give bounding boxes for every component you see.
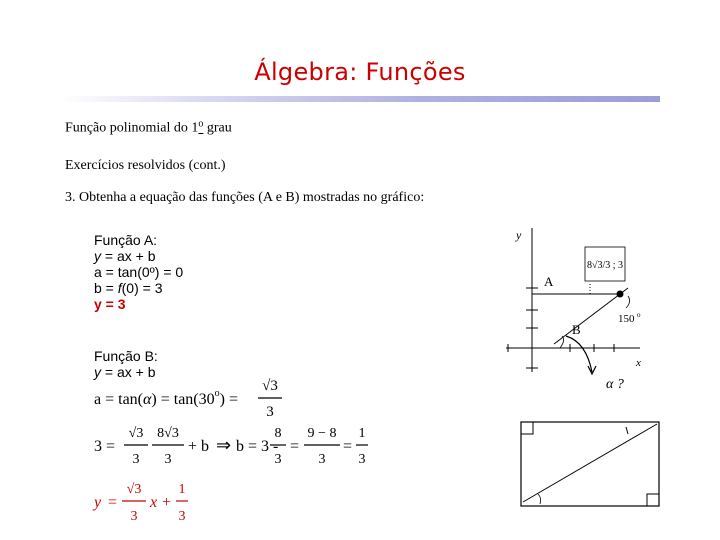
page-title: Álgebra: Funções bbox=[254, 58, 466, 86]
svg-text:=: = bbox=[343, 438, 353, 455]
svg-text:3: 3 bbox=[132, 452, 140, 467]
svg-text:3 =: 3 = bbox=[94, 438, 116, 455]
label-b: B bbox=[572, 322, 581, 337]
subject-prefix: Função polinomial do 1 bbox=[65, 120, 199, 136]
function-b-general: y = ax + b bbox=[94, 364, 156, 380]
svg-text:b = 3 -: b = 3 - bbox=[236, 438, 279, 455]
function-a-slope: a = tan(0º) = 0 bbox=[94, 264, 184, 280]
implies-arrow: ⇒ bbox=[216, 435, 232, 455]
section-title: Exercícios resolvidos (cont.) bbox=[65, 158, 226, 173]
right-angle-bottom-right bbox=[647, 494, 659, 506]
svg-text:3: 3 bbox=[274, 452, 282, 467]
intersection-point bbox=[617, 291, 624, 298]
svg-text:√3: √3 bbox=[126, 482, 142, 497]
svg-text:3: 3 bbox=[266, 404, 274, 420]
function-graph bbox=[500, 224, 660, 394]
rectangle-diagram bbox=[516, 416, 668, 510]
y-axis-label: y bbox=[516, 228, 522, 242]
equation-intercept-b bbox=[90, 420, 370, 472]
svg-text:x: x bbox=[150, 494, 158, 511]
alpha-question: α ? bbox=[606, 377, 624, 392]
function-a-result: y = 3 bbox=[94, 296, 126, 312]
angle-label: 150 bbox=[618, 313, 635, 325]
function-a-intercept: b = f(0) = 3 bbox=[94, 280, 163, 296]
svg-text:3: 3 bbox=[358, 452, 366, 467]
title-underline-bar bbox=[60, 96, 660, 102]
subject-suffix: grau bbox=[203, 120, 232, 136]
angle-tick-top-right bbox=[626, 427, 628, 434]
rectangle-diagonal bbox=[523, 424, 657, 502]
svg-text:o: o bbox=[637, 311, 641, 319]
right-angle-top-left bbox=[521, 422, 533, 434]
svg-text:+: + bbox=[162, 494, 172, 511]
eq2-num-1: √3 bbox=[128, 426, 144, 441]
svg-text:8: 8 bbox=[274, 426, 282, 441]
function-a-heading: Função A: bbox=[94, 232, 158, 248]
equation-result-b bbox=[90, 478, 200, 528]
svg-text:1: 1 bbox=[358, 426, 366, 441]
angle-arc-bottom-left bbox=[538, 494, 541, 504]
svg-text:+ b: + b bbox=[188, 438, 210, 455]
svg-text:=: = bbox=[290, 438, 300, 455]
x-axis-label: x bbox=[636, 357, 641, 369]
subject-line bbox=[65, 118, 232, 137]
function-b-heading: Função B: bbox=[94, 348, 158, 364]
equation-slope-b bbox=[90, 374, 290, 424]
function-a-block bbox=[94, 232, 183, 312]
function-a-general: y = ax + b bbox=[94, 248, 156, 264]
svg-text:a = tan(α) = tan(30o) =: $a = \tan(\alpha) = \tan(30^o)$ = bbox=[94, 388, 238, 408]
svg-text:3: 3 bbox=[130, 509, 138, 524]
svg-text:=: = bbox=[108, 494, 118, 511]
point-label: 8√3/3 ; 3 bbox=[586, 260, 624, 271]
svg-text:1: 1 bbox=[178, 482, 186, 497]
svg-text:3: 3 bbox=[178, 509, 186, 524]
svg-text:3: 3 bbox=[164, 452, 172, 467]
svg-text:y: y bbox=[94, 494, 102, 511]
subject-ordinal: o bbox=[198, 118, 204, 129]
eq2-num-2: 8√3 bbox=[157, 426, 179, 441]
svg-text:√3: √3 bbox=[262, 378, 278, 394]
svg-text:3: 3 bbox=[318, 452, 326, 467]
line-function-b bbox=[554, 288, 628, 344]
question-text: 3. Obtenha a equação das funções (A e B) mostradas no gráfico: bbox=[65, 190, 425, 205]
svg-text:9 − 8: 9 − 8 bbox=[307, 426, 337, 441]
label-a: A bbox=[544, 274, 554, 289]
